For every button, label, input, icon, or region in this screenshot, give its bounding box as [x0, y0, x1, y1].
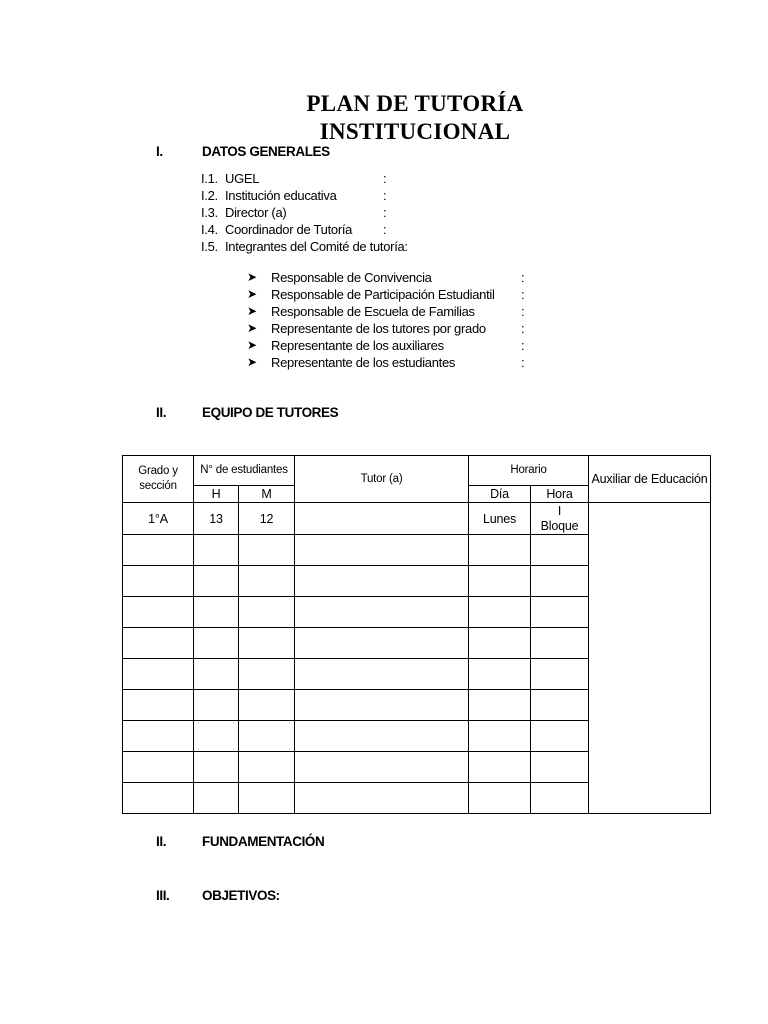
table-cell[interactable] — [531, 752, 589, 783]
hora-line: I — [557, 503, 562, 518]
table-cell[interactable] — [194, 566, 239, 597]
arrow-bullet-icon: ➤ — [247, 270, 257, 284]
table-cell[interactable] — [123, 566, 194, 597]
section-number: II. — [156, 834, 167, 849]
table-cell[interactable] — [123, 628, 194, 659]
table-cell[interactable] — [194, 535, 239, 566]
list-item — [247, 354, 524, 371]
table-cell[interactable] — [123, 597, 194, 628]
cell-tutor[interactable] — [295, 503, 469, 535]
table-cell[interactable] — [194, 628, 239, 659]
list-item — [201, 221, 408, 238]
table-cell[interactable] — [194, 659, 239, 690]
table-row — [123, 503, 711, 535]
list-item — [201, 204, 408, 221]
datos-generales-list — [201, 170, 408, 255]
list-item — [247, 320, 524, 337]
item-colon: : — [383, 205, 387, 220]
section-number: I. — [156, 144, 163, 159]
table-cell[interactable] — [123, 721, 194, 752]
item-colon: : — [383, 188, 387, 203]
item-label: Responsable de Escuela de Familias — [271, 304, 475, 319]
table-cell[interactable] — [531, 659, 589, 690]
table-cell[interactable] — [194, 721, 239, 752]
item-label: Coordinador de Tutoría — [225, 222, 353, 237]
list-item — [247, 269, 524, 286]
table-cell[interactable] — [239, 535, 295, 566]
table-cell[interactable] — [531, 690, 589, 721]
table-cell[interactable] — [531, 783, 589, 814]
table-cell[interactable] — [239, 659, 295, 690]
section-number: II. — [156, 405, 167, 420]
list-item — [201, 170, 408, 187]
arrow-bullet-icon: ➤ — [247, 304, 257, 318]
table-cell[interactable] — [469, 783, 531, 814]
item-colon: : — [383, 171, 387, 186]
table-cell[interactable] — [469, 628, 531, 659]
item-colon: : — [521, 304, 525, 319]
table-cell[interactable] — [194, 783, 239, 814]
section-title-fundamentacion: FUNDAMENTACIÓN — [202, 834, 325, 849]
table-cell[interactable] — [239, 597, 295, 628]
item-colon: : — [521, 338, 525, 353]
item-number: I.3. — [201, 205, 218, 220]
table-cell[interactable] — [295, 628, 469, 659]
section-title-equipo-tutores: EQUIPO DE TUTORES — [202, 405, 339, 420]
table-cell[interactable] — [239, 783, 295, 814]
table-cell[interactable] — [295, 566, 469, 597]
arrow-bullet-icon: ➤ — [247, 355, 257, 369]
header-auxiliar: Auxiliar de Educación — [589, 456, 711, 503]
table-cell[interactable] — [531, 721, 589, 752]
table-cell[interactable] — [239, 628, 295, 659]
header-horario: Horario — [469, 456, 589, 486]
table-cell[interactable] — [295, 597, 469, 628]
arrow-bullet-icon: ➤ — [247, 321, 257, 335]
section-number: III. — [156, 888, 170, 903]
item-label: Director (a) — [225, 205, 287, 220]
table-cell[interactable] — [469, 752, 531, 783]
item-number: I.4. — [201, 222, 218, 237]
table-cell[interactable] — [531, 566, 589, 597]
table-header-row — [123, 456, 711, 486]
header-dia: Día — [469, 486, 531, 503]
table-cell[interactable] — [194, 752, 239, 783]
table-cell[interactable] — [239, 721, 295, 752]
table-cell[interactable] — [123, 659, 194, 690]
table-cell[interactable] — [295, 783, 469, 814]
header-m: M — [239, 486, 295, 503]
table-cell[interactable] — [469, 597, 531, 628]
item-label: Representante de los estudiantes — [271, 355, 456, 370]
item-colon: : — [521, 270, 525, 285]
item-label: Representante de los auxiliares — [271, 338, 444, 353]
table-cell[interactable] — [295, 721, 469, 752]
cell-hora[interactable] — [531, 503, 589, 535]
table-cell[interactable] — [469, 659, 531, 690]
section-title-datos-generales: DATOS GENERALES — [202, 144, 330, 159]
table-cell[interactable] — [239, 752, 295, 783]
item-colon: : — [521, 355, 525, 370]
table-cell[interactable] — [469, 721, 531, 752]
document-title: PLAN DE TUTORÍA INSTITUCIONAL — [306, 91, 524, 144]
table-cell[interactable] — [531, 628, 589, 659]
table-cell[interactable] — [469, 566, 531, 597]
table-cell[interactable] — [295, 752, 469, 783]
table-cell[interactable] — [194, 597, 239, 628]
item-label: Responsable de Convivencia — [271, 270, 432, 285]
table-cell[interactable] — [295, 535, 469, 566]
item-label: Integrantes del Comité de tutoría: — [225, 239, 408, 254]
table-cell[interactable] — [194, 690, 239, 721]
table-cell[interactable] — [295, 690, 469, 721]
cell-m[interactable]: 12 — [239, 503, 295, 535]
table-cell[interactable] — [469, 535, 531, 566]
header-h: H — [194, 486, 239, 503]
cell-h[interactable]: 13 — [194, 503, 239, 535]
table-cell[interactable] — [295, 659, 469, 690]
item-label: Representante de los tutores por grado — [271, 321, 486, 336]
list-item — [247, 337, 524, 354]
item-label: Responsable de Participación Estudiantil — [271, 287, 495, 302]
list-item — [247, 286, 524, 303]
item-colon: : — [521, 321, 525, 336]
arrow-bullet-icon: ➤ — [247, 287, 257, 301]
item-label: Institución educativa — [225, 188, 337, 203]
list-item — [201, 238, 408, 255]
arrow-bullet-icon: ➤ — [247, 338, 257, 352]
item-number: I.2. — [201, 188, 218, 203]
table-cell[interactable] — [123, 752, 194, 783]
header-grado-seccion: Grado y sección — [123, 456, 194, 503]
list-item — [247, 303, 524, 320]
item-number: I.5. — [201, 239, 218, 254]
header-hora: Hora — [531, 486, 589, 503]
table-cell[interactable] — [531, 597, 589, 628]
item-label: UGEL — [225, 171, 260, 186]
header-num-estudiantes: N° de estudiantes — [194, 456, 295, 486]
table-cell[interactable] — [531, 535, 589, 566]
cell-grado[interactable]: 1°A — [123, 503, 194, 535]
table-cell[interactable] — [239, 566, 295, 597]
equipo-tutores-table — [122, 455, 711, 814]
table-cell[interactable] — [239, 690, 295, 721]
integrantes-list — [247, 269, 524, 371]
item-number: I.1. — [201, 171, 218, 186]
item-colon: : — [383, 222, 387, 237]
hora-line: Bloque — [540, 518, 579, 533]
table-cell[interactable] — [123, 535, 194, 566]
cell-dia[interactable]: Lunes — [469, 503, 531, 535]
table-cell[interactable] — [123, 783, 194, 814]
table-cell[interactable] — [123, 690, 194, 721]
table-cell[interactable] — [469, 690, 531, 721]
item-colon: : — [521, 287, 525, 302]
header-tutor: Tutor (a) — [295, 456, 469, 503]
section-title-objetivos: OBJETIVOS: — [202, 888, 280, 903]
cell-auxiliar[interactable] — [589, 503, 711, 814]
list-item — [201, 187, 408, 204]
